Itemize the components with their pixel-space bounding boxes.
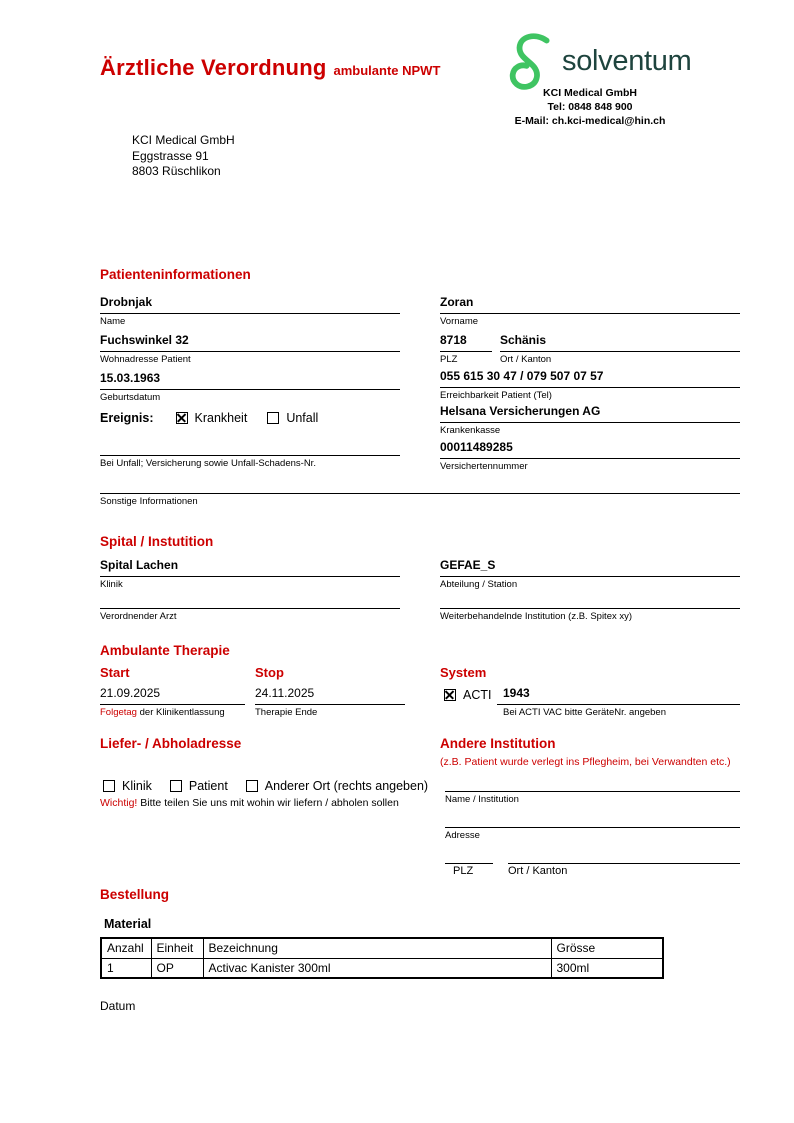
versichertennummer-value[interactable]: 00011489285 (440, 440, 740, 459)
krankenkasse-value[interactable]: Helsana Versicherungen AG (440, 404, 740, 423)
krankheit-label: Krankheit (194, 411, 248, 425)
material-table-header-row (101, 938, 663, 958)
field-plz (440, 333, 492, 365)
patient-plz-value[interactable]: 8718 (440, 333, 492, 352)
cell-einheit: OP (151, 958, 203, 978)
patient-vorname-label: Vorname (440, 316, 479, 327)
andere-plz-value[interactable] (445, 849, 493, 864)
liefer-patient-checkbox[interactable] (170, 780, 182, 792)
klinik-label: Klinik (100, 579, 123, 590)
liefer-options-row (103, 779, 428, 793)
patient-tel-label: Erreichbarkeit Patient (Tel) (440, 390, 552, 401)
start-heading: Start (100, 665, 130, 680)
field-therapie-stop (255, 686, 405, 718)
unfall-label: Unfall (286, 411, 319, 425)
patient-name-label: Name (100, 316, 126, 327)
klinik-value[interactable]: Spital Lachen (100, 558, 400, 577)
patient-ort-value[interactable]: Schänis (500, 333, 740, 352)
field-sonstige (100, 479, 740, 507)
andere-ort-label: Ort / Kanton (508, 865, 568, 877)
sender-line-1: KCI Medical GmbH (132, 133, 235, 147)
field-krankenkasse (440, 404, 740, 436)
liefer-klinik-checkbox[interactable] (103, 780, 115, 792)
therapie-stop-value[interactable]: 24.11.2025 (255, 686, 405, 705)
weiterbehandelnd-value[interactable] (440, 594, 740, 609)
patient-ort-label: Ort / Kanton (500, 354, 552, 365)
sender-line-3: 8803 Rüschlikon (132, 164, 221, 178)
field-geburtsdatum (100, 371, 400, 403)
document-title-row (100, 55, 440, 81)
andere-plz-label: PLZ (453, 865, 474, 877)
andere-adresse-label: Adresse (445, 830, 480, 841)
andere-name-value[interactable] (445, 777, 740, 792)
system-row (444, 688, 491, 702)
contact-tel: Tel: 0848 848 900 (547, 101, 633, 113)
cell-bezeichnung: Activac Kanister 300ml (203, 958, 551, 978)
field-verordnender-arzt (100, 594, 400, 622)
system-heading: System (440, 665, 487, 680)
stop-heading: Stop (255, 665, 284, 680)
arzt-label: Verordnender Arzt (100, 611, 177, 622)
field-ort (500, 333, 740, 365)
abteilung-label: Abteilung / Station (440, 579, 518, 590)
material-table (100, 937, 664, 979)
field-abteilung (440, 558, 740, 590)
therapie-start-label-rest: der Klinikentlassung (136, 707, 225, 718)
liefer-anderer-ort-label: Anderer Ort (rechts angeben) (264, 779, 429, 793)
datum-label: Datum (100, 999, 136, 1013)
liefer-klinik-label: Klinik (122, 779, 152, 793)
unfall-nr-label: Bei Unfall; Versicherung sowie Unfall-Schadens-Nr. (100, 458, 316, 469)
andere-ort-value[interactable] (508, 849, 740, 864)
col-bezeichnung: Bezeichnung (203, 938, 551, 958)
acti-checkbox[interactable] (444, 689, 456, 701)
section-heading-bestellung: Bestellung (100, 887, 170, 902)
table-row (101, 958, 663, 978)
wichtig-rest: Bitte teilen Sie uns mit wohin wir liefern / abholen sollen (137, 797, 399, 809)
therapie-start-label-red: Folgetag (100, 707, 137, 718)
col-anzahl: Anzahl (101, 938, 151, 958)
brand-wordmark: solventum (562, 44, 692, 77)
ereignis-row (100, 411, 318, 425)
abteilung-value[interactable]: GEFAE_S (440, 558, 740, 577)
field-weiterbehandelnde-institution (440, 594, 740, 622)
wichtig-word: Wichtig! (100, 797, 138, 809)
krankheit-checkbox[interactable] (176, 412, 188, 424)
field-unfall-nr (100, 441, 400, 469)
field-klinik (100, 558, 400, 590)
field-versichertennummer (440, 440, 740, 472)
field-geraetenr (497, 686, 740, 718)
page-subtitle: ambulante NPWT (333, 63, 441, 78)
sender-line-2: Eggstrasse 91 (132, 148, 209, 163)
unfall-nr-value[interactable] (100, 441, 400, 456)
cell-groesse: 300ml (551, 958, 663, 978)
geraetenr-label: Bei ACTI VAC bitte GeräteNr. angeben (503, 707, 666, 718)
versichertennummer-label: Versichertennummer (440, 461, 528, 472)
acti-label: ACTI (463, 688, 492, 702)
patient-vorname-value[interactable]: Zoran (440, 295, 740, 314)
solventum-logo-icon (503, 31, 555, 91)
andere-note: (z.B. Patient wurde verlegt ins Pflegheim, bei Verwandten etc.) (440, 756, 731, 768)
cell-anzahl: 1 (101, 958, 151, 978)
patient-adresse-value[interactable]: Fuchswinkel 32 (100, 333, 400, 352)
patient-geburtsdatum-label: Geburtsdatum (100, 392, 161, 403)
contact-company: KCI Medical GmbH (543, 87, 637, 99)
patient-tel-value[interactable]: 055 615 30 47 / 079 507 07 57 (440, 369, 740, 388)
patient-geburtsdatum-value[interactable]: 15.03.1963 (100, 371, 400, 390)
liefer-patient-label: Patient (188, 779, 228, 793)
patient-adresse-label: Wohnadresse Patient (100, 354, 191, 365)
brand-logo (503, 31, 691, 91)
section-heading-spital: Spital / Instutition (100, 534, 214, 549)
sonstige-value[interactable] (100, 479, 740, 494)
section-heading-therapie: Ambulante Therapie (100, 643, 230, 658)
page-title: Ärztliche Verordnung (100, 55, 327, 80)
contact-block (450, 86, 730, 128)
therapie-stop-label: Therapie Ende (255, 707, 318, 718)
patient-plz-label: PLZ (440, 354, 458, 365)
field-name (100, 295, 400, 327)
col-einheit: Einheit (151, 938, 203, 958)
krankenkasse-label: Krankenkasse (440, 425, 501, 436)
unfall-checkbox[interactable] (267, 412, 279, 424)
andere-name-label: Name / Institution (445, 794, 519, 805)
field-andere-ort (508, 849, 740, 877)
geraetenr-value[interactable]: 1943 (497, 686, 740, 705)
liefer-anderer-ort-checkbox[interactable] (246, 780, 258, 792)
section-heading-patient: Patienteninformationen (100, 267, 251, 282)
field-andere-plz (445, 849, 493, 877)
field-erreichbarkeit (440, 369, 740, 401)
therapie-start-label (100, 705, 245, 718)
andere-adresse-value[interactable] (445, 813, 740, 828)
contact-email: E-Mail: ch.kci-medical@hin.ch (514, 115, 666, 127)
col-groesse: Grösse (551, 938, 663, 958)
field-therapie-start (100, 686, 245, 718)
sender-address (132, 133, 235, 180)
field-vorname (440, 295, 740, 327)
section-heading-andere: Andere Institution (440, 736, 556, 751)
arzt-value[interactable] (100, 594, 400, 609)
field-andere-adresse (445, 813, 740, 841)
field-wohnadresse (100, 333, 400, 365)
patient-name-value[interactable]: Drobnjak (100, 295, 400, 314)
sonstige-label: Sonstige Informationen (100, 496, 198, 507)
therapie-start-value[interactable]: 21.09.2025 (100, 686, 245, 705)
ereignis-label: Ereignis: (100, 411, 154, 425)
field-andere-name (445, 777, 740, 805)
weiterbehandelnd-label: Weiterbehandelnde Institution (z.B. Spitex xy) (440, 611, 633, 622)
section-heading-liefer: Liefer- / Abholadresse (100, 736, 242, 751)
material-heading: Material (104, 917, 152, 931)
wichtig-note (100, 797, 399, 810)
